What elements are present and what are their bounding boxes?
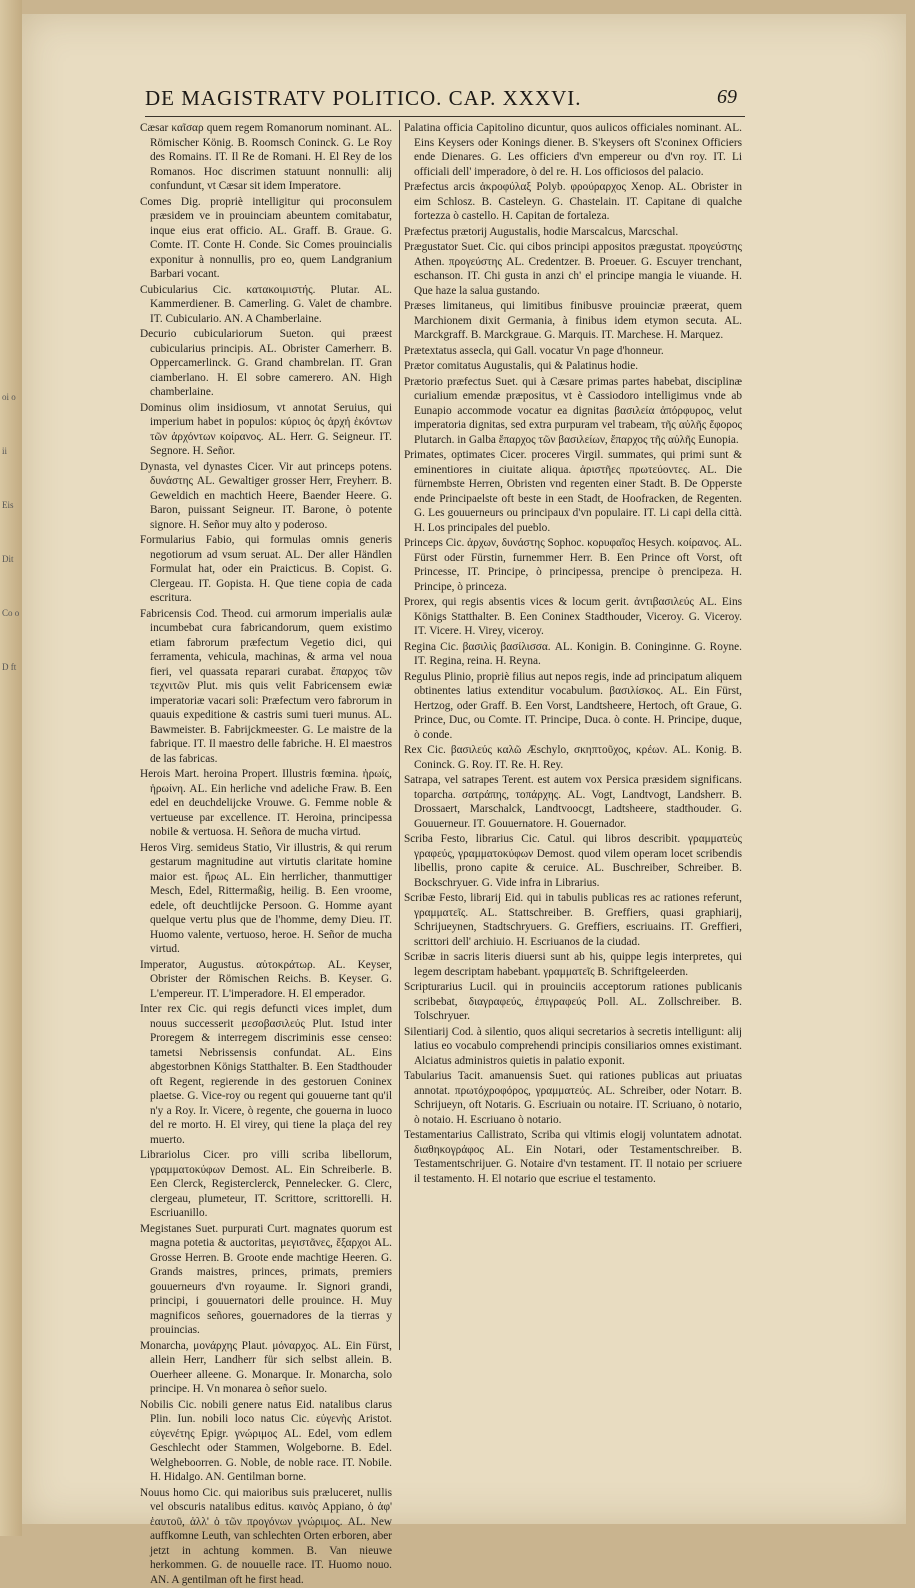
entry: Inter rex Cic. qui regis defuncti vices implet, dum nouus successerit μεσοβασιλεύς Plut. Istud inter Proregem & interregem discriminis esse censeo: tametsi Nebrissensis confundat. AL. Eins abgestorbnen Königs Statthalter. B. Een Stadthouder oft Regent, regierende in des gestoruen Coninex plaetse. G. Vice-roy ou regent qui gouuerne tant qu'il n'y a Roy. Ir. Vicere, ò regente, che gouerna in luoco del re morto. H. El virey, qui tiene la plaça del rey muerto. bbox=[140, 1003, 392, 1146]
running-header bbox=[145, 86, 745, 116]
entry: Nobilis Cic. nobili genere natus Eid. natalibus clarus Plin. Iun. nobili loco natus Cic. εὐγενὴς Aristot. εὐγενέτης Epigr. γνώριμος AL. Edel, vom edlem Geschlecht oder Stammen, Wolgeborne. B. Edel. Welgheboorren. G. Noble, de noble race. IT. Nobile. H. Hidalgo. AN. Gentilman borne. bbox=[140, 1398, 392, 1483]
entry: Regina Cic. βασιλὶς βασίλισσα. AL. Konigin. B. Coninginne. G. Royne. IT. Regina, reina. H. Reyna. bbox=[404, 640, 742, 667]
entry: Dominus olim insidiosum, vt annotat Seruius, qui imperium habet in populos: κύριος ὁς ἀρχή ἑκόντων τῶν ἀρχόντων κοίρανος. AL. Herr. G. Seigneur. IT. Segnore. H. Señor. bbox=[140, 401, 392, 457]
entry: Præses limitaneus, qui limitibus finibusve prouinciæ præerat, quem Marchionem dixit Germania, à finibus idem etymon secuta. AL. Marckgraff. B. Marckgraue. G. Marquis. IT. Marchese. H. Marquez. bbox=[404, 300, 742, 341]
entry: Decurio cubiculariorum Sueton. qui præest cubicularius principis. AL. Obrister Camerherr. B. Oppercamerlinck. G. Grand chambrelan. IT. Gran ciamberlano. H. El sobre camerero. AN. High chamberlaine. bbox=[140, 328, 392, 398]
entry: Formularius Fabio, qui formulas omnis generis negotiorum ad vsum seruat. AL. Der aller Händlen Formulat hat, oder ein Praicticus. B. Copist. G. Clergeau. IT. Gopista. H. Que tiene copia de cada escritura. bbox=[140, 534, 392, 604]
adjacent-page-edge bbox=[0, 0, 22, 1536]
entry: Prætorio præfectus Suet. qui à Cæsare primas partes habebat, disciplinæ curialium emendæ præpositus, vt è Cassiodoro intelligimus vnde ab Eunapio accommode vocatur ea dignitas βασιλεία ἀπόρφυρος, velut imperatoria dignitas, sed extra purpuram vel trabeam, τῆς αὐλῆς ἔφορος Plutarch. in Galba ἔπαρχος τῶν βασιλείων, ἔπαρχος τῆς αὐλῆς Eunopia. bbox=[404, 375, 742, 446]
entry: Regulus Plinio, propriè filius aut nepos regis, inde ad principatum aliquem obtinentes latius extenditur vocabulum. βασιλίσκος. AL. Ein Fürst, Hertzog, oder Graff. B. Een Vorst, Landtsheere, Hertoch, oft Graue, G. Prince, Duc, ou Comte. IT. Principe, Duca. ò conte. H. Principe, duque, ò conde. bbox=[404, 670, 742, 741]
column-rule bbox=[399, 120, 400, 1350]
entry: Satrapa, vel satrapes Terent. est autem vox Persica præsidem significans. toparcha. σατράπης, τοπάρχης. AL. Vogt, Landtvogt, Landsherr. B. Drossaert, Marschalck, Landtvoocgt, Ladtsheere, stadthouder. G. Gouuerneur. IT. Gouuernatore. H. Gouernador. bbox=[404, 774, 742, 830]
entry: Comes Dig. propriè intelligitur qui proconsulem præsidem ve in prouinciam abeuntem comitabatur, inque eius erat officio. AL. Graff. B. Graue. G. Comte. IT. Conte H. Conde. Sic Comes prouincialis exponitur à nonnullis, pro eo, quem Landgranium Barbari vocant. bbox=[140, 195, 392, 280]
right-column bbox=[404, 121, 742, 1187]
entry: Prætor comitatus Augustalis, qui & Palatinus hodie. bbox=[404, 360, 639, 372]
entry: Præfectus prætorij Augustalis, hodie Marscalcus, Marcschal. bbox=[404, 225, 679, 238]
entry: Prorex, qui regis absentis vices & locum gerit. ἀντιβασιλεύς AL. Eins Königs Statthalter. B. Een Coninex Stadthouder, Viceroy. G. Viceroy. IT. Vicere. H. Virey, viceroy. bbox=[404, 596, 742, 637]
entry: Præfectus arcis ἀκροφύλαξ Polyb. φρούραρχος Xenop. AL. Obrister in eim Schlosz. B. Casteleyn. G. Chastelain. IT. Capitane di qualche fortezza ò castello. H. Capitan de fortaleza. bbox=[404, 181, 742, 222]
entry: Palatina officia Capitolino dicuntur, quos aulicos officiales nominant. AL. Eins Keysers oder Konings diener. B. S'keysers oft S'coninex Officiers ende Dienares. G. Les officiers d'vn empereur ou d'vn roy. IT. Li officiali dell' imperadore, ò del re. H. Los officiosos del palacio. bbox=[404, 122, 742, 178]
running-title: DE MAGISTRATV POLITICO. CAP. XXXVI. bbox=[145, 86, 582, 110]
entry: Fabricensis Cod. Theod. cui armorum imperialis aulæ incumbebat cura fabricandorum, quem existimo etiam fabrorum præfectum Vegetio dici, qui ferramenta, vehicula, machinas, & arma vel noua fieri, vel quassata reparari curabat. ἔπαρχος τῶν τεχνιτῶν Plut. mis quis velit Fabricensem ewiæ imperatoriæ vacari soli: Præfectum vero fabrorum in quauis expeditione & castris sumi tueri munus. AL. Bawmeister. B. Fabrijckmeester. G. Le maistre de la fabrique. IT. Il maestro delle fabriche. H. El maestros de las fabricas. bbox=[140, 607, 392, 765]
entry: Librariolus Cicer. pro villi scriba libellorum, γραμματοκύφων Demost. AL. Ein Schreiberle. B. Een Clerck, Registerclerck, Pennelecker. G. Clerc, clergeau, plumeteur, IT. Scrittore, scrittorelli. H. Escriuanillo. bbox=[140, 1149, 392, 1219]
left-column bbox=[140, 121, 392, 1588]
entry: Monarcha, μονάρχης Plaut. μόναρχος. AL. Ein Fürst, allein Herr, Landherr für sich selbst allein. B. Ouerheer alleene. G. Monarque. Ir. Monarcha, solo principe. H. Vn monarea ò señor suelo. bbox=[140, 1339, 392, 1395]
entry: Megistanes Suet. purpurati Curt. magnates quorum est magna potetia & auctoritas, μεγιστᾶνες, ἔξαρχοι AL. Grosse Herren. B. Groote ende machtige Heeren. G. Grands maistres, princes, primats, premiers gouuerneurs d'vn royaume. Ir. Signori grandi, principi, i gouuernatori delle prouince. H. Muy magnificos señores, gouernadores de la tierras y prouincias. bbox=[140, 1222, 392, 1336]
entry: Prætextatus assecla, qui Gall. vocatur Vn page d'honneur. bbox=[404, 344, 664, 357]
entry: Princeps Cic. ἀρχων, δυνάστης Sophoc. κορυφαῖος Hesych. κοίρανος. AL. Fürst oder Fürstin, furnemmer Herr. B. Een Prince oft Vorst, oft Princesse, IT. Principe, ò principessa, prencipe ò prencipeza. H. Principe, ò princeza. bbox=[404, 537, 742, 593]
page-number: 69 bbox=[717, 86, 737, 108]
entry: Dynasta, vel dynastes Cicer. Vir aut princeps potens. δυνάστης AL. Gewaltiger grosser Herr, Freyherr. B. Geweldich en machtich Heere, Baender Heere. G. Baron, puissant Seigneur. IT. Barone, ò potente signore. H. Señor muy alto y poderoso. bbox=[140, 460, 392, 531]
entry: Scripturarius Lucil. qui in prouinciis acceptorum rationes publicanis scribebat, διαγραφεύς, ἐπιγραφεύς Poll. AL. Zollschreiber. B. Tolschryuer. bbox=[404, 981, 742, 1022]
entry: Silentiarij Cod. à silentio, quos aliqui secretarios à secretis intelligunt: alij latius eo vocabulo comprehendi principis consiliarios omnes existimant. Alciatus administros quietis in palatio exponit. bbox=[404, 1025, 742, 1067]
entry: Testamentarius Callistrato, Scriba qui vltimis elogij voluntatem adnotat. διαθηκογράφος AL. Ein Notari, oder Testamentschreiber. B. Testamentschrijuer. G. Notaire d'vn testament. IT. Il notaio per scriuere il testamento. H. El notario que escriue el testamento. bbox=[404, 1129, 742, 1185]
entry: Scriba Festo, librarius Cic. Catul. qui libros describit. γραμματεὺς γραφεύς, γραμματοκύφων Demost. quod vilem operam locet scribendis libellis, prono capite & ceruice. AL. Buschreiber, Schreiber. B. Bockschryuer. G. Vide infra in Librarius. bbox=[404, 833, 742, 889]
entry: Prægustator Suet. Cic. qui cibos principi appositos prægustat. προγεύστης Athen. προγεύστης AL. Credentzer. B. Proeuer. G. Escuyer trenchant, eschanson. IT. Chi gusta in anzi ch' el principe mangia le viuande. H. Que haze la salua gustando. bbox=[404, 241, 742, 297]
entry: Rex Cic. βασιλεύς καλῶ Æschylo, σκηπτοῦχος, κρέων. AL. Konig. B. Coninck. G. Roy. IT. Re. H. Rey. bbox=[404, 744, 742, 771]
entry: Tabularius Tacit. amanuensis Suet. qui rationes publicas aut priuatas annotat. πρωτόχροφόρος, γραμματεύς. AL. Schreiber, oder Notarr. B. Schrijueyn, oft Notaris. G. Escriuain ou notaire. IT. Scriuano, ò notario, ò notaio. H. Escriuano ò notario. bbox=[404, 1070, 742, 1126]
entry: Primates, optimates Cicer. proceres Virgil. summates, qui primi sunt & eminentiores in ciuitate aliqua. ἀριστῆες πρωτεύοντες. AL. Die fürnembste Herren, Obristen vnd regenten einer Stadt. B. De Opperste ende Principaelste oft beste in een Stadt, de Hoofracken, de Regenten. G. Les gouuerneurs ou principaux d'vn populaire. IT. Li capi della città. H. Los principales del pueblo. bbox=[404, 449, 742, 534]
header-rule bbox=[145, 116, 745, 117]
entry: Imperator, Augustus. αὐτοκράτωρ. AL. Keyser, Obrister der Römischen Reichs. B. Keyser. G. L'empereur. IT. L'imperadore. H. El emperador. bbox=[140, 958, 392, 1000]
entry: Scribæ in sacris literis diuersi sunt ab his, quippe legis interpretes, qui legem descriptam habebant. γραμματεῖς B. Schriftgeleerden. bbox=[404, 951, 742, 978]
entry: Scribæ Festo, librarij Eid. qui in tabulis publicas res ac rationes referunt, γραμματεῖς. AL. Stattschreiber. B. Greffiers, quasi graphiarij, Schrijueynen, Stadtschryuers. G. Greffiers, escriuains. IT. Greffieri, scrittori dell' archiuio. H. Escriuanos de la ciudad. bbox=[404, 892, 742, 948]
entry: Herois Mart. heroina Propert. Illustris fœmina. ἡρωίς, ἡρωίνη. AL. Ein herliche vnd adeliche Fraw. B. Een edel en deuchdelijcke Vrouwe. G. Femme noble & vertueuse par excellence. IT. Heroina, principessa nobile & vertuosa. H. Señora de mucha virtud. bbox=[140, 768, 392, 838]
entry: Cubicularius Cic. κατακοιμιστής. Plutar. AL. Kammerdiener. B. Camerling. G. Valet de chambre. IT. Cubiculario. AN. A Chamberlaine. bbox=[140, 283, 392, 325]
entry: Nouus homo Cic. qui maioribus suis præluceret, nullis vel obscuris natalibus editus. καινὸς Appiano, ὁ ἀφ' ἑαυτοῦ, ἀλλ' ὁ τῶν προγόνων γνώριμος. AL. New auffkomne Leuth, van schlechten Orten erboren, aber jetzt in achtung kommen. B. Van nieuwe herkommen. G. de nouuelle race. IT. Huomo nouo. AN. A gentilman oft he first head. bbox=[140, 1486, 392, 1586]
entry: Cæsar καῖσαρ quem regem Romanorum nominant. AL. Römischer König. B. Roomsch Coninck. G. Le Roy des Romains. IT. Il Re de Romani. H. El Rey de los Romanos. Hoc discrimen statuunt nonnulli: alij confundunt, vt Cæsar sit idem Imperatore. bbox=[140, 122, 392, 192]
entry: Heros Virg. semideus Statio, Vir illustris, & qui rerum gestarum magnitudine aut virtutis claritate homine maior est. ἥρως AL. Ein herrlicher, thanmuttiger Mesch, Edel, Rittermaßig, heilig. B. Een vroome, edele, oft deuchtlijcke Persoon. G. Homme ayant quelque vertu plus que de l'homme, demy Dieu. IT. Huomo valente, vertuoso, heroe. H. Señor de mucha virtud. bbox=[140, 841, 392, 955]
adjacent-page-text: oi o ii Eis Dit Co o D ft bbox=[2, 392, 20, 672]
